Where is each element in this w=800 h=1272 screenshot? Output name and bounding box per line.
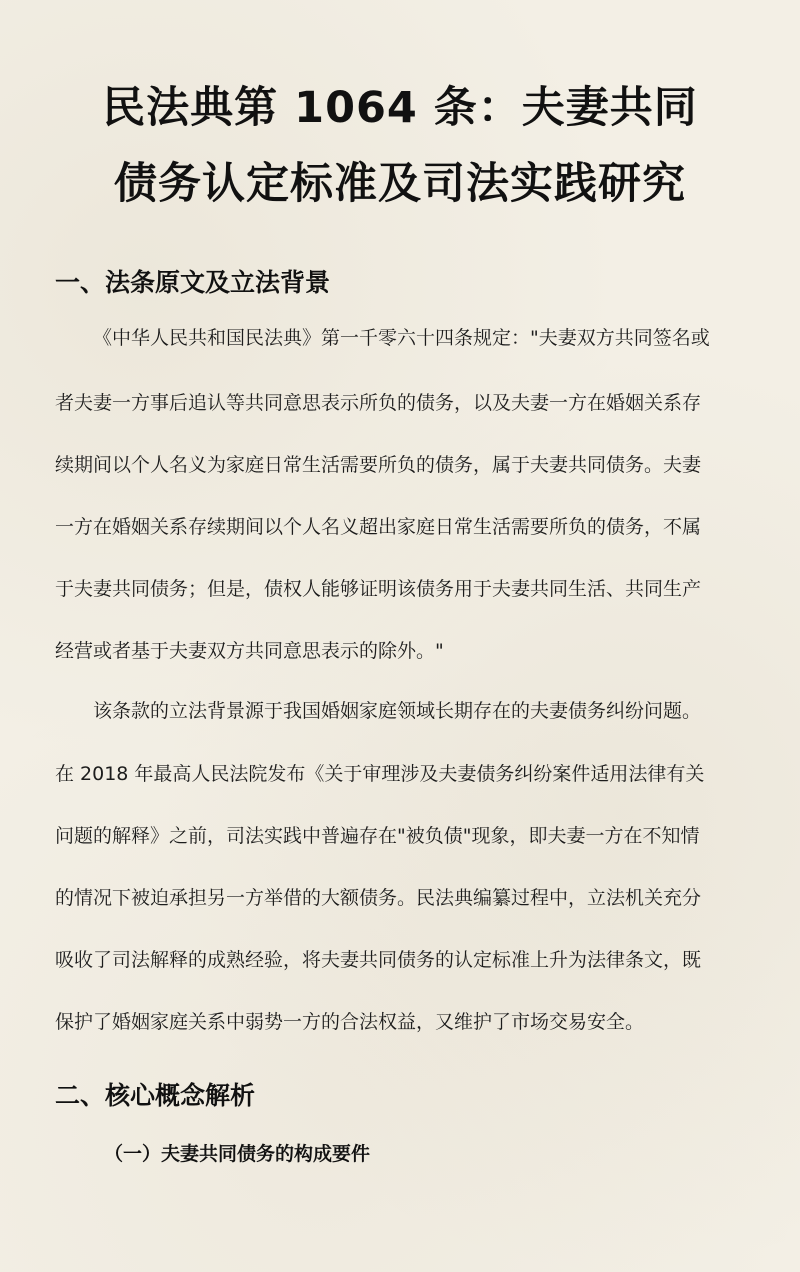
paragraph-2-line-2: 在 2018 年最高人民法院发布《关于审理涉及夫妻债务纠纷案件适用法律有关 [55, 763, 705, 785]
paragraph-2-line-5: 吸收了司法解释的成熟经验，将夫妻共同债务的认定标准上升为法律条文，既 [55, 949, 702, 971]
section-2-heading: 二、核心概念解析 [55, 1081, 256, 1110]
paragraph-2-line-6: 保护了婚姻家庭关系中弱势一方的合法权益，又维护了市场交易安全。 [55, 1011, 645, 1033]
document-title-line-1: 民法典第 1064 条：夫妻共同 [102, 83, 698, 133]
section-1-heading: 一、法条原文及立法背景 [55, 268, 331, 297]
document-title-line-2: 债务认定标准及司法实践研究 [114, 159, 686, 209]
paragraph-1-line-5: 于夫妻共同债务；但是，债权人能够证明该债务用于夫妻共同生活、共同生产 [55, 578, 702, 600]
paragraph-2-line-4: 的情况下被迫承担另一方举借的大额债务。民法典编纂过程中，立法机关充分 [55, 887, 702, 909]
paragraph-1-line-1: 《中华人民共和国民法典》第一千零六十四条规定："夫妻双方共同签名或 [93, 327, 710, 349]
section-2-subheading: （一）夫妻共同债务的构成要件 [104, 1143, 371, 1165]
paragraph-2-line-1: 该条款的立法背景源于我国婚姻家庭领域长期存在的夫妻债务纠纷问题。 [93, 700, 702, 722]
paragraph-1-line-2: 者夫妻一方事后追认等共同意思表示所负的债务，以及夫妻一方在婚姻关系存 [55, 392, 702, 414]
paragraph-1-line-3: 续期间以个人名义为家庭日常生活需要所负的债务，属于夫妻共同债务。夫妻 [55, 454, 702, 476]
paragraph-1-line-6: 经营或者基于夫妻双方共同意思表示的除外。" [55, 640, 444, 662]
paragraph-1-line-4: 一方在婚姻关系存续期间以个人名义超出家庭日常生活需要所负的债务，不属 [55, 516, 702, 538]
paragraph-2-line-3: 问题的解释》之前，司法实践中普遍存在"被负债"现象，即夫妻一方在不知情 [55, 825, 700, 847]
